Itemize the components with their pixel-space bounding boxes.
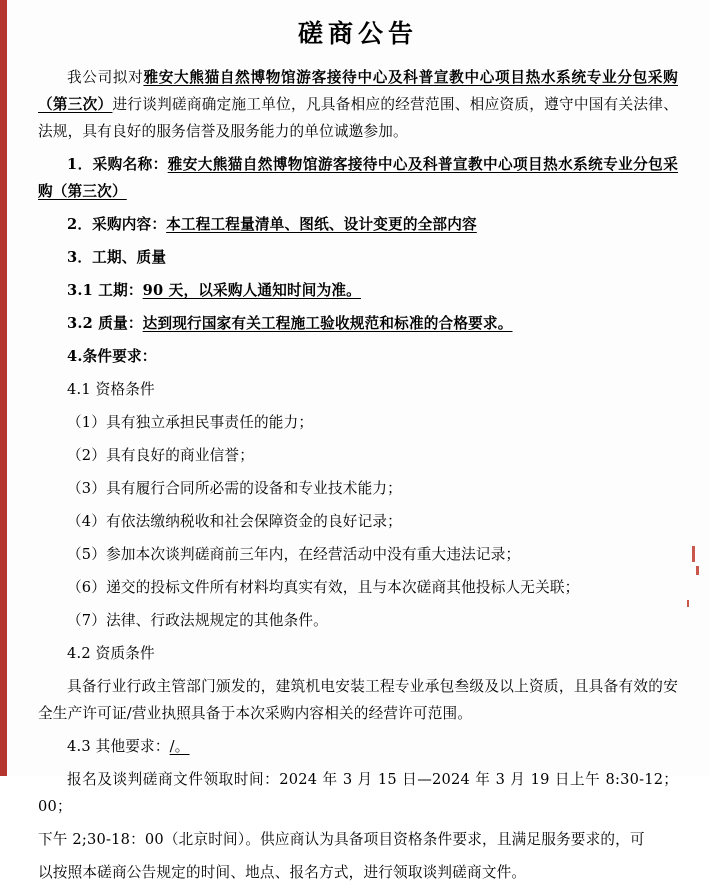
condition-item-4: （4）有依法缴纳税收和社会保障资金的良好记录； — [67, 513, 402, 530]
condition-item-3: （3）具有履行合同所必需的设备和专业技术能力； — [67, 480, 402, 497]
section-3-1-value: 90 天，以采购人通知时间为准。 — [142, 282, 361, 299]
section-3-2-value: 达到现行国家有关工程施工验收规范和标准的合格要求。 — [142, 315, 513, 332]
section-3-1 — [38, 277, 678, 304]
section-4-3-label: 4.3 其他要求： — [67, 738, 170, 755]
section-1-label: 1．采购名称： — [67, 156, 168, 173]
intro-tail: 进行谈判磋商确定施工单位，凡具备相应的经营范围、相应资质，遵守中国有关法律、法规，具有良好的服务信誉及服务能力的单位诚邀参加。 — [38, 96, 678, 140]
section-4-3-value: /。 — [169, 738, 190, 755]
footer-line-3: 以按照本磋商公告规定的时间、地点、报名方式，进行领取谈判磋商文件。 — [38, 864, 527, 881]
document-content — [38, 0, 678, 881]
condition-item-5: （5）参加本次谈判磋商前三年内，在经营活动中没有重大违法记录； — [67, 546, 521, 563]
scan-artifact-mark-2 — [696, 566, 699, 575]
section-2-value: 本工程工程量清单、图纸、设计变更的全部内容 — [166, 216, 477, 233]
section-3-1-label: 3.1 工期： — [67, 282, 143, 299]
intro-paragraph — [38, 64, 678, 145]
footer-line-2: 下午 2;30-18：00（北京时间）。供应商认为具备项目资格条件要求，且满足服务要求的，可 — [38, 831, 645, 848]
section-3-2 — [38, 310, 678, 337]
section-4-2-text: 具备行业行政主管部门颁发的，建筑机电安装工程专业承包叁级及以上资质，且具备有效的安全生产许可证/营业执照具备于本次采购内容相关的经营许可范围。 — [38, 678, 678, 722]
condition-item-7: （7）法律、行政法规规定的其他条件。 — [67, 612, 328, 629]
section-1-value: 雅安大熊猫自然博物馆游客接待中心及科普宣教中心项目热水系统专业分包采购（第三次） — [38, 156, 678, 200]
left-margin-bar — [0, 0, 7, 776]
condition-item-1: （1）具有独立承担民事责任的能力； — [67, 414, 314, 431]
section-2-label: 2．采购内容： — [67, 216, 167, 233]
footer-line-1: 报名及谈判磋商文件领取时间：2024 年 3 月 15 日—2024 年 3 月 19 日上午 8:30-12；00； — [38, 771, 678, 815]
scan-artifact-mark-3 — [687, 600, 689, 607]
section-4-3 — [38, 733, 678, 760]
section-4-2-label: 4.2 资质条件 — [67, 645, 155, 662]
section-4-1-label: 4.1 资格条件 — [67, 381, 155, 398]
scan-artifact-mark-1 — [692, 546, 695, 562]
condition-item-2: （2）具有良好的商业信誉； — [67, 447, 255, 464]
section-1 — [38, 151, 678, 205]
section-3-2-label: 3.2 质量： — [67, 315, 143, 332]
section-3-label: 3．工期、质量 — [67, 249, 167, 266]
intro-lead: 我公司拟对 — [67, 69, 144, 86]
section-2 — [38, 211, 678, 238]
condition-item-6: （6）递交的投标文件所有材料均真实有效，且与本次磋商其他投标人无关联； — [67, 579, 580, 596]
page-title: 磋商公告 — [297, 19, 418, 48]
intro-project-name: 雅安大熊猫自然博物馆游客接待中心及科普宣教中心项目热水系统专业分包采购（第三次） — [38, 69, 678, 113]
section-4-label: 4.条件要求： — [67, 348, 157, 365]
